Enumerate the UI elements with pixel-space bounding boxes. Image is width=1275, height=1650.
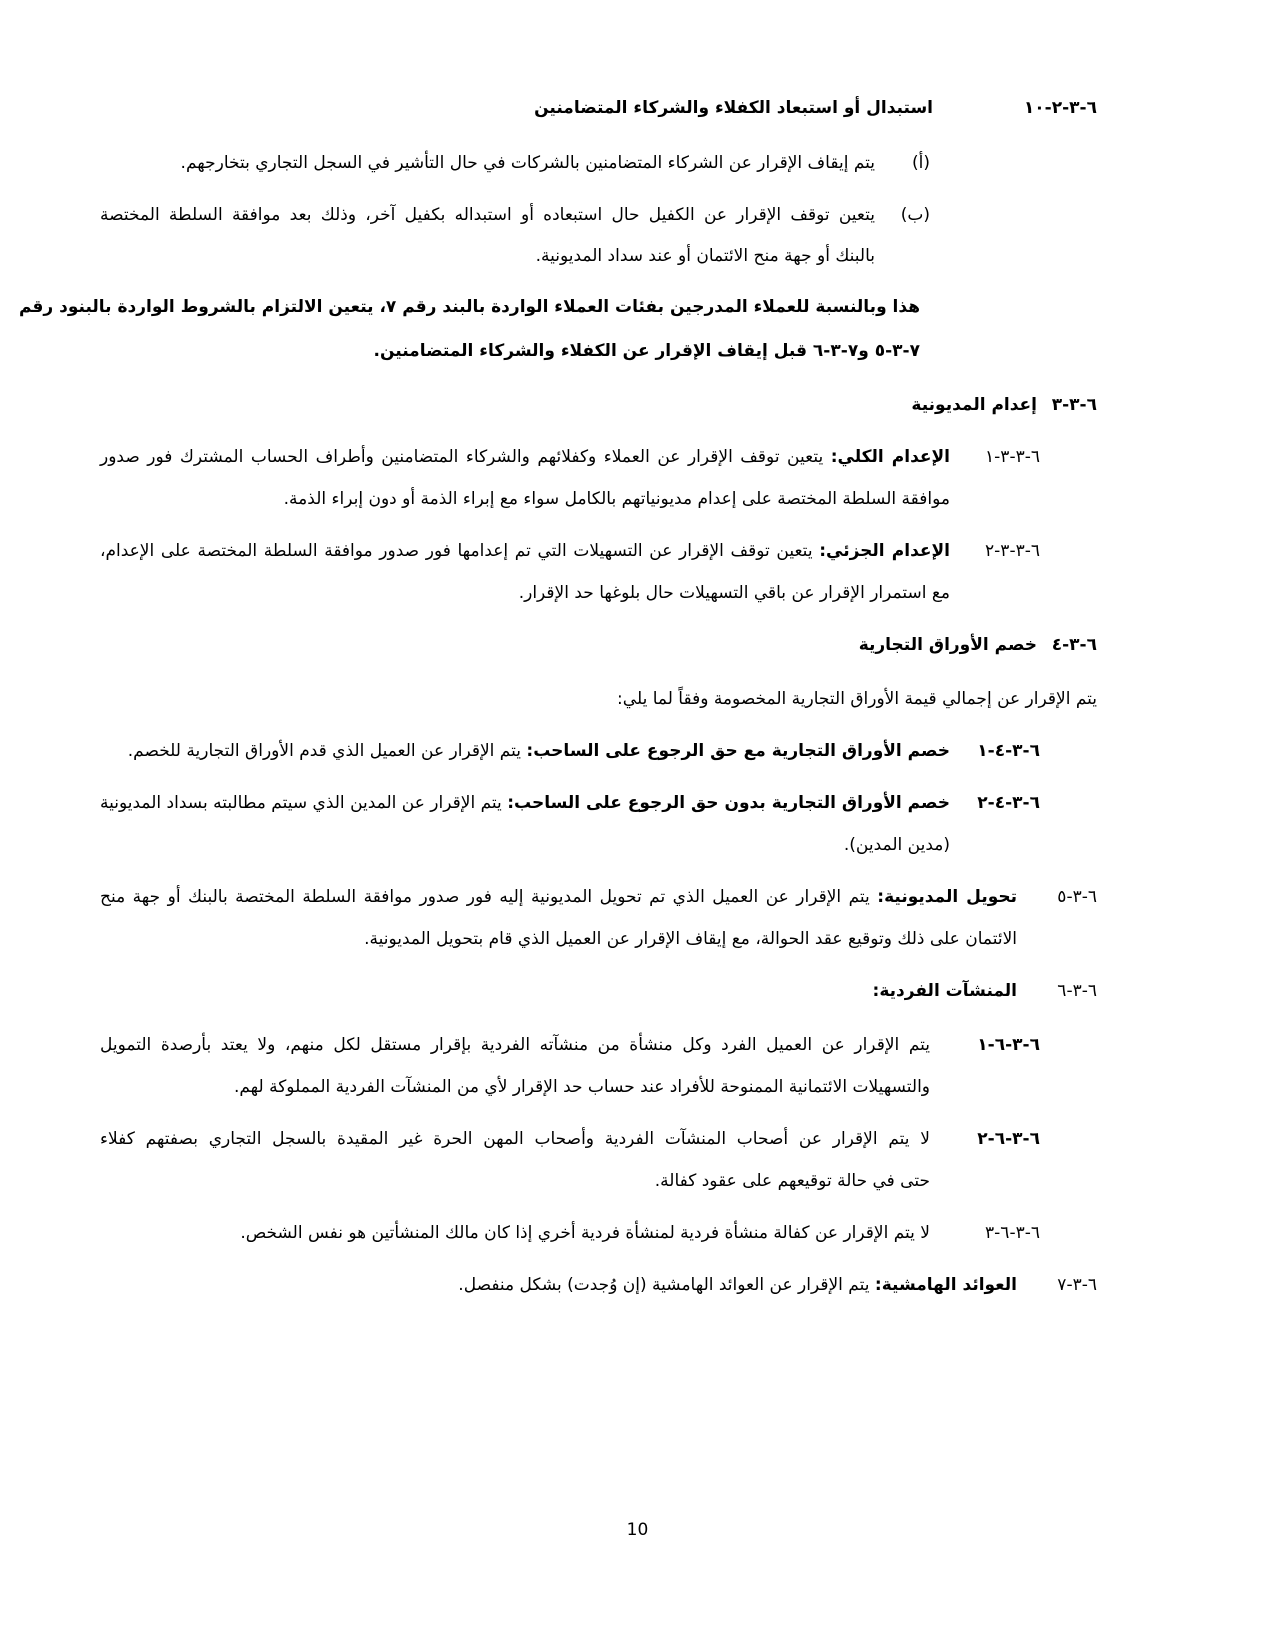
paragraph-number: ٦-٣-٣-١ (985, 447, 1040, 467)
paragraph-text: يتم الإقرار عن المدين الذي سيتم مطالبته بسداد المديونية (100, 793, 502, 813)
note-text: هذا وبالنسبة للعملاء المدرجين بفئات العملاء الواردة بالبند رقم ٧، يتعين الالتزام بالشروط الواردة بالبنود رقم (18, 297, 920, 317)
paragraph-line: حتى في حالة توقيعهم على عقود كفالة. (654, 1171, 930, 1191)
section-title: استبدال أو استبعاد الكفلاء والشركاء المتضامنين (534, 98, 933, 118)
paragraph-label: الإعدام الكلي: (830, 447, 950, 467)
paragraph-label: الإعدام الجزئي: (819, 541, 951, 561)
item-marker: (أ) (912, 153, 930, 173)
section-number: ٦-٣-٦ (1057, 981, 1097, 1001)
paragraph-label: خصم الأوراق التجارية بدون حق الرجوع على الساحب: (507, 793, 951, 813)
section-number: ٦-٣-٥ (1057, 887, 1097, 907)
paragraph-text: يتم الإقرار عن العميل الذي تم تحويل المديونية إليه فور صدور موافقة السلطة المختصة بالبنك أو جهة منح (100, 887, 870, 907)
paragraph-number: ٦-٣-٤-١ (977, 741, 1040, 761)
item-text: بالبنك أو جهة منح الائتمان أو عند سداد المديونية. (535, 246, 875, 266)
paragraph-text: يتم الإقرار عن العميل الذي قدم الأوراق التجارية للخصم. (127, 741, 521, 761)
paragraph-line: مع استمرار الإقرار عن باقي التسهيلات حال بلوغها حد الإقرار. (518, 583, 950, 603)
paragraph-line: لا يتم الإقرار عن كفالة منشأة فردية لمنشأة فردية أخري إذا كان مالك المنشأتين هو نفس الشخص. (240, 1223, 930, 1243)
section-number: ٦-٣-٤ (1051, 635, 1097, 655)
item-text: يتعين توقف الإقرار عن الكفيل حال استبعاده أو استبداله بكفيل آخر، وذلك بعد موافقة السلطة المختصة (100, 205, 875, 225)
paragraph-label: تحويل المديونية: (877, 887, 1018, 907)
paragraph-text: يتعين توقف الإقرار عن العملاء وكفلائهم والشركاء المتضامنين وأطراف الحساب المشترك فور صدور (100, 447, 824, 467)
section-title: المنشآت الفردية: (872, 981, 1017, 1001)
item-text: يتم إيقاف الإقرار عن الشركاء المتضامنين بالشركات في حال التأشير في السجل التجاري بتخارجهم. (180, 153, 875, 173)
paragraph-text: يتعين توقف الإقرار عن التسهيلات التي تم إعدامها فور صدور موافقة السلطة المختصة على الإعدام، (100, 541, 813, 561)
note-text: ٧-٣-٥ و٧-٣-٦ قبل إيقاف الإقرار عن الكفلاء والشركاء المتضامنين. (373, 341, 920, 361)
item-marker: (ب) (900, 205, 930, 225)
paragraph-line (128, 740, 950, 762)
paragraph-number: ٦-٣-٦-٢ (977, 1129, 1040, 1149)
intro-text: يتم الإقرار عن إجمالي قيمة الأوراق التجارية المخصومة وفقاً لما يلي: (617, 689, 1097, 709)
paragraph-label: العوائد الهامشية: (874, 1275, 1017, 1295)
paragraph-label: خصم الأوراق التجارية مع حق الرجوع على الساحب: (526, 741, 950, 761)
paragraph-line: يتم الإقرار عن العميل الفرد وكل منشأة من منشآته الفردية بإقرار مستقل لكل منهم، ولا يعتد بأرصدة التمويل (100, 1035, 930, 1055)
section-number: ٦-٣-٣ (1051, 395, 1097, 415)
paragraph-line: موافقة السلطة المختصة على إعدام مديونياتهم بالكامل سواء مع إبراء الذمة أو دون إبراء الذمة. (283, 489, 950, 509)
section-number: ٦-٣-٧ (1057, 1275, 1097, 1295)
paragraph-line: لا يتم الإقرار عن أصحاب المنشآت الفردية وأصحاب المهن الحرة غير المقيدة بالسجل التجاري بصفتهم كفلاء (100, 1129, 930, 1149)
section-title: خصم الأوراق التجارية (858, 635, 1037, 655)
paragraph-line (458, 1274, 1017, 1296)
page-number: 10 (626, 1520, 649, 1540)
section-title: إعدام المديونية (911, 395, 1037, 415)
section-number: ٦-٣-٢-١٠ (1023, 98, 1097, 118)
paragraph-line (100, 540, 950, 562)
paragraph-number: ٦-٣-٤-٢ (977, 793, 1040, 813)
paragraph-line: (مدين المدين). (843, 835, 950, 855)
paragraph-line (100, 886, 1017, 908)
paragraph-line: والتسهيلات الائتمانية الممنوحة للأفراد عند حساب حد الإقرار لأي من المنشآت الفردية المملوكة لهم. (233, 1077, 930, 1097)
paragraph-number: ٦-٣-٣-٢ (985, 541, 1040, 561)
paragraph-line (100, 792, 950, 814)
paragraph-number: ٦-٣-٦-١ (977, 1035, 1040, 1055)
paragraph-number: ٦-٣-٦-٣ (985, 1223, 1040, 1243)
paragraph-text: يتم الإقرار عن العوائد الهامشية (إن وُجدت) بشكل منفصل. (458, 1275, 870, 1295)
paragraph-line (100, 446, 950, 468)
paragraph-line: الائتمان على ذلك وتوقيع عقد الحوالة، مع إيقاف الإقرار عن العميل الذي قام بتحويل المديونية. (364, 929, 1017, 949)
